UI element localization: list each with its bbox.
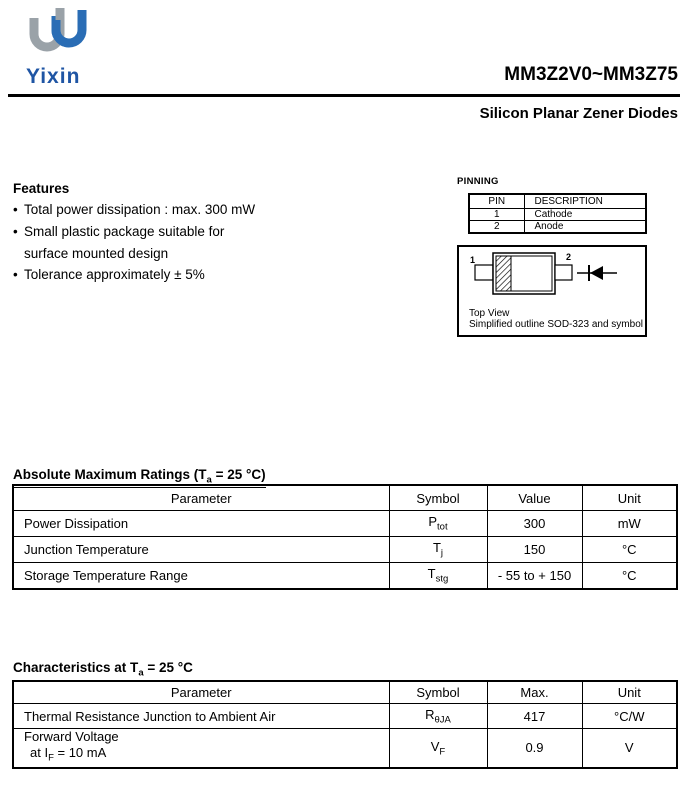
top-view-label: Top View [469, 308, 510, 319]
parameter-line1: Forward Voltage [24, 729, 119, 744]
feature-item [13, 224, 224, 239]
table-row [13, 537, 677, 563]
value-cell: 300 [487, 511, 582, 537]
bullet-icon: • [13, 202, 18, 217]
characteristics-header-row [13, 681, 677, 704]
table-row [13, 563, 677, 590]
parameter-cell [13, 729, 389, 768]
document-subtitle: Silicon Planar Zener Diodes [479, 105, 678, 122]
part-number-title: MM3Z2V0~MM3Z75 [504, 64, 678, 85]
unit-column-header: Unit [582, 681, 677, 704]
logo-u-icon [26, 8, 90, 60]
parameter-cell: Power Dissipation [13, 511, 389, 537]
pinning-header-row [469, 194, 646, 209]
brand-logo [26, 8, 90, 89]
brand-name: Yixin [26, 65, 81, 88]
unit-cell: V [582, 729, 677, 768]
heading-text: = 25 °C [143, 660, 193, 675]
max-column-header: Max. [487, 681, 582, 704]
table-row [469, 209, 646, 221]
symbol-cell: $T_{stg}$ [389, 563, 487, 590]
header-divider [8, 94, 680, 97]
unit-cell: °C/W [582, 704, 677, 729]
feature-text-continued: surface mounted design [24, 246, 169, 261]
parameter-column-header: Parameter [13, 681, 389, 704]
bullet-icon: • [13, 267, 18, 282]
pin-description: Cathode [524, 209, 646, 221]
heading-text: Characteristics at T [13, 660, 139, 675]
heading-subscript: a [138, 667, 144, 679]
table-row [13, 704, 677, 729]
value-cell: 150 [487, 537, 582, 563]
characteristics-section-heading [13, 659, 193, 681]
heading-subscript: a [206, 474, 212, 486]
value-cell: 417 [487, 704, 582, 729]
value-cell: - 55 to + 150 [487, 563, 582, 590]
value-cell: 0.9 [487, 729, 582, 768]
pin-column-header: PIN [469, 194, 524, 209]
feature-text: Tolerance approximately ± 5% [24, 267, 205, 282]
symbol-cell: $V_F$ [389, 729, 487, 768]
table-row [469, 221, 646, 234]
outline-description: Simplified outline SOD-323 and symbol [469, 319, 643, 330]
table-row [13, 511, 677, 537]
pin-number: 1 [469, 209, 524, 221]
symbol-cell: $P_{tot}$ [389, 511, 487, 537]
value-column-header: Value [487, 485, 582, 511]
feature-text: Total power dissipation : max. 300 mW [24, 202, 256, 217]
heading-text: = 25 °C) [211, 467, 266, 482]
abs-max-header-row [13, 485, 677, 511]
pin1-label: 1 [470, 255, 476, 265]
table-row [13, 729, 677, 768]
pin-number: 2 [469, 221, 524, 234]
feature-item [13, 202, 255, 217]
parameter-cell: Junction Temperature [13, 537, 389, 563]
feature-item [13, 267, 205, 282]
unit-cell: mW [582, 511, 677, 537]
parameter-condition: at $I_F = 10$ mA [30, 745, 107, 764]
symbol-column-header: Symbol [389, 485, 487, 511]
description-column-header: DESCRIPTION [524, 194, 646, 209]
unit-column-header: Unit [582, 485, 677, 511]
pinning-table [468, 193, 647, 234]
unit-cell: °C [582, 537, 677, 563]
bullet-icon: • [13, 224, 18, 239]
unit-cell: °C [582, 563, 677, 590]
pin2-label: 2 [566, 252, 572, 262]
features-heading: Features [13, 181, 70, 196]
package-drawing-icon [459, 247, 645, 305]
zener-diode-symbol-icon [577, 265, 617, 281]
symbol-column-header: Symbol [389, 681, 487, 704]
pin-description: Anode [524, 221, 646, 234]
parameter-cell: Storage Temperature Range [13, 563, 389, 590]
characteristics-table [12, 680, 678, 769]
pinning-heading: PINNING [457, 176, 499, 187]
heading-text: Absolute Maximum Ratings (T [13, 467, 207, 482]
parameter-cell: Thermal Resistance Junction to Ambient Air [13, 704, 389, 729]
package-outline-box [457, 245, 647, 337]
feature-text: Small plastic package suitable for [24, 224, 225, 239]
symbol-cell: $T_j$ [389, 537, 487, 563]
symbol-cell: $R_{\theta JA}$ [389, 704, 487, 729]
outline-caption [469, 308, 643, 330]
parameter-column-header: Parameter [13, 485, 389, 511]
abs-max-table [12, 484, 678, 590]
